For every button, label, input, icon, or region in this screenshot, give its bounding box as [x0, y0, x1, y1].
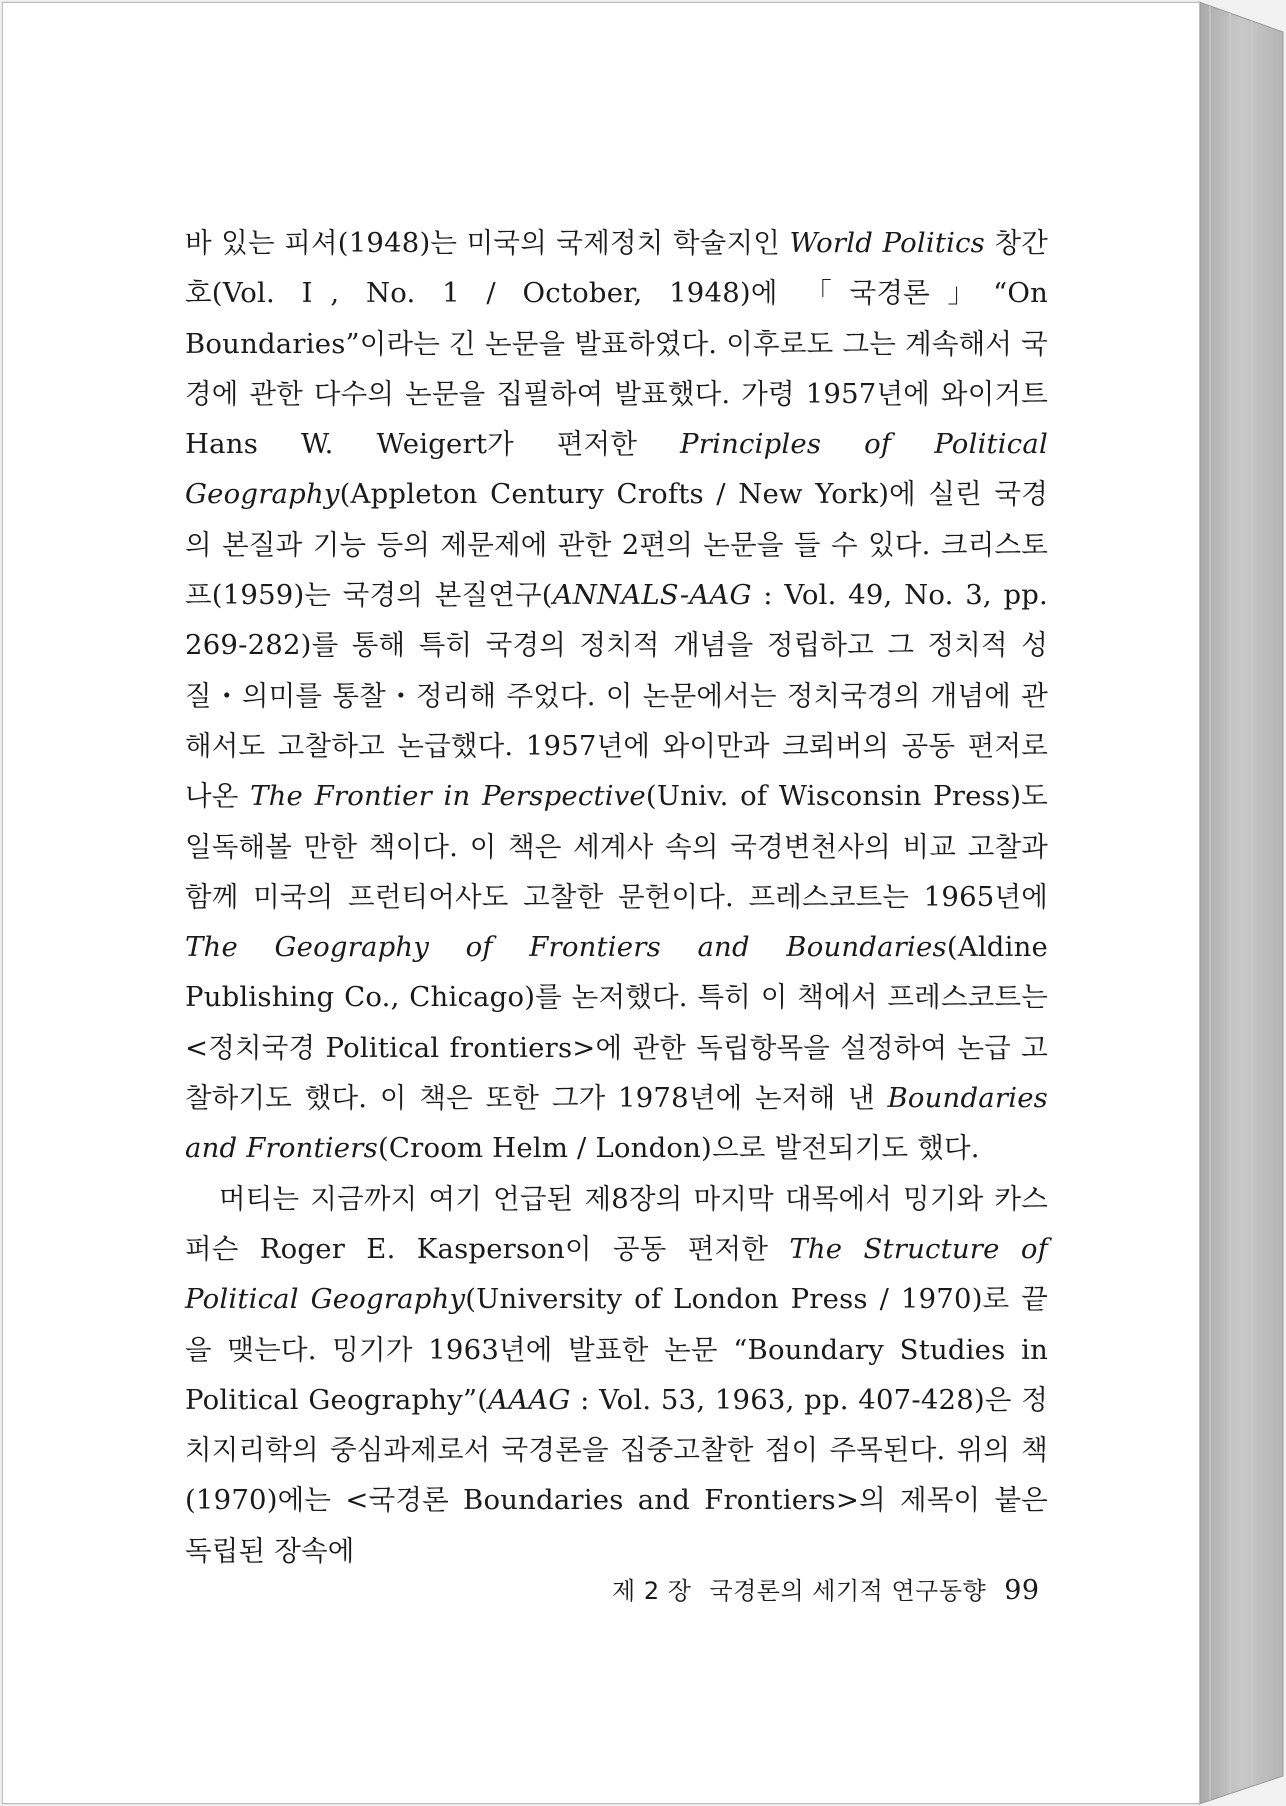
italic-title-text: The Structure of Political Geography: [185, 1232, 1049, 1316]
running-footer: [612, 1571, 1040, 1606]
italic-title-text: Boundaries and Frontiers: [185, 1082, 1048, 1165]
footer-title: 국경론의 세기적 연구동향: [709, 1577, 987, 1605]
body-text-run: : Vol. 53, 1963, pp. 407-428)은 정치지리학의 중심과제로서 국경론을 집중고찰한 점이 주목된다. 위의 책(1970)에는 <국경론 Boundaries and Frontiers>의 제목이 붙은 독립된 장속에: [185, 1383, 1048, 1567]
italic-title-text: AAAG: [488, 1383, 571, 1416]
paragraph-1: [185, 218, 1048, 1174]
paragraph-2: [185, 1174, 1048, 1576]
body-text-run: 바 있는 피셔(1948)는 미국의 국제정치 학술지인: [185, 227, 790, 259]
italic-title-text: Principles of Political Geography: [185, 428, 1048, 511]
body-text-run: (Aldine Publishing Co., Chicago)를 논저했다. 특히 이 책에서 프레스코트는 <정치국경 Political frontiers>에 관한 독립항목을 설정하여 논급 고찰하기도 했다. 이 책은 또한 그가 1978년에 논저해 낸: [185, 931, 1048, 1115]
footer-chapter: 제 2 장: [612, 1577, 692, 1605]
body-text-run: (Univ. of Wisconsin Press)도 일독해볼 만한 책이다. 이 책은 세계사 속의 국경변천사의 비교 고찰과 함께 미국의 프런티어사도 고찰한 문헌이다. 프레스코트는 1965년에: [185, 780, 1048, 913]
italic-title-text: The Frontier in Perspective: [250, 780, 646, 813]
body-text-run: (Appleton Century Crofts / New York)에 실린 국경의 본질과 기능 등의 제문제에 관한 2편의 논문을 들 수 있다. 크리스토프(1959)는 국경의 본질연구(: [185, 478, 1048, 612]
body-text-run: 창간호(Vol. Ⅰ, No. 1 / October, 1948)에 「국경론」“On Boundaries”이라는 긴 논문을 발표하였다. 이후로도 그는 계속해서 국경에 관한 다수의 논문을 집필하여 발표했다. 가령 1957년에 와이거트 Hans W. Weigert가 편저한: [185, 227, 1049, 461]
italic-title-text: The Geography of Frontiers and Boundaries: [185, 931, 947, 964]
page-number: 99: [1004, 1575, 1040, 1606]
italic-title-text: World Politics: [789, 227, 985, 259]
body-text: [185, 218, 1048, 1576]
body-text-run: 머티는 지금까지 여기 언급된 제8장의 마지막 대목에서 밍기와 카스퍼슨 Roger E. Kasperson이 공동 편저한: [185, 1182, 1048, 1265]
italic-title-text: ANNALS-AAG: [552, 579, 752, 612]
body-text-run: (Croom Helm / London)으로 발전되기도 했다.: [377, 1132, 980, 1165]
body-text-run: : Vol. 49, No. 3, pp. 269-282)를 통해 특히 국경의 정치적 개념을 정립하고 그 정치적 성질・의미를 통찰・정리해 주었다. 이 논문에서는 정치국경의 개념에 관해서도 고찰하고 논급했다. 1957년에 와이만과 크뢰버의 공동 편저로 나온: [185, 579, 1048, 813]
body-text-run: (University of London Press / 1970)로 끝을 맺는다. 밍기가 1963년에 발표한 논문 “Boundary Studies in Political Geography”(: [185, 1283, 1049, 1416]
